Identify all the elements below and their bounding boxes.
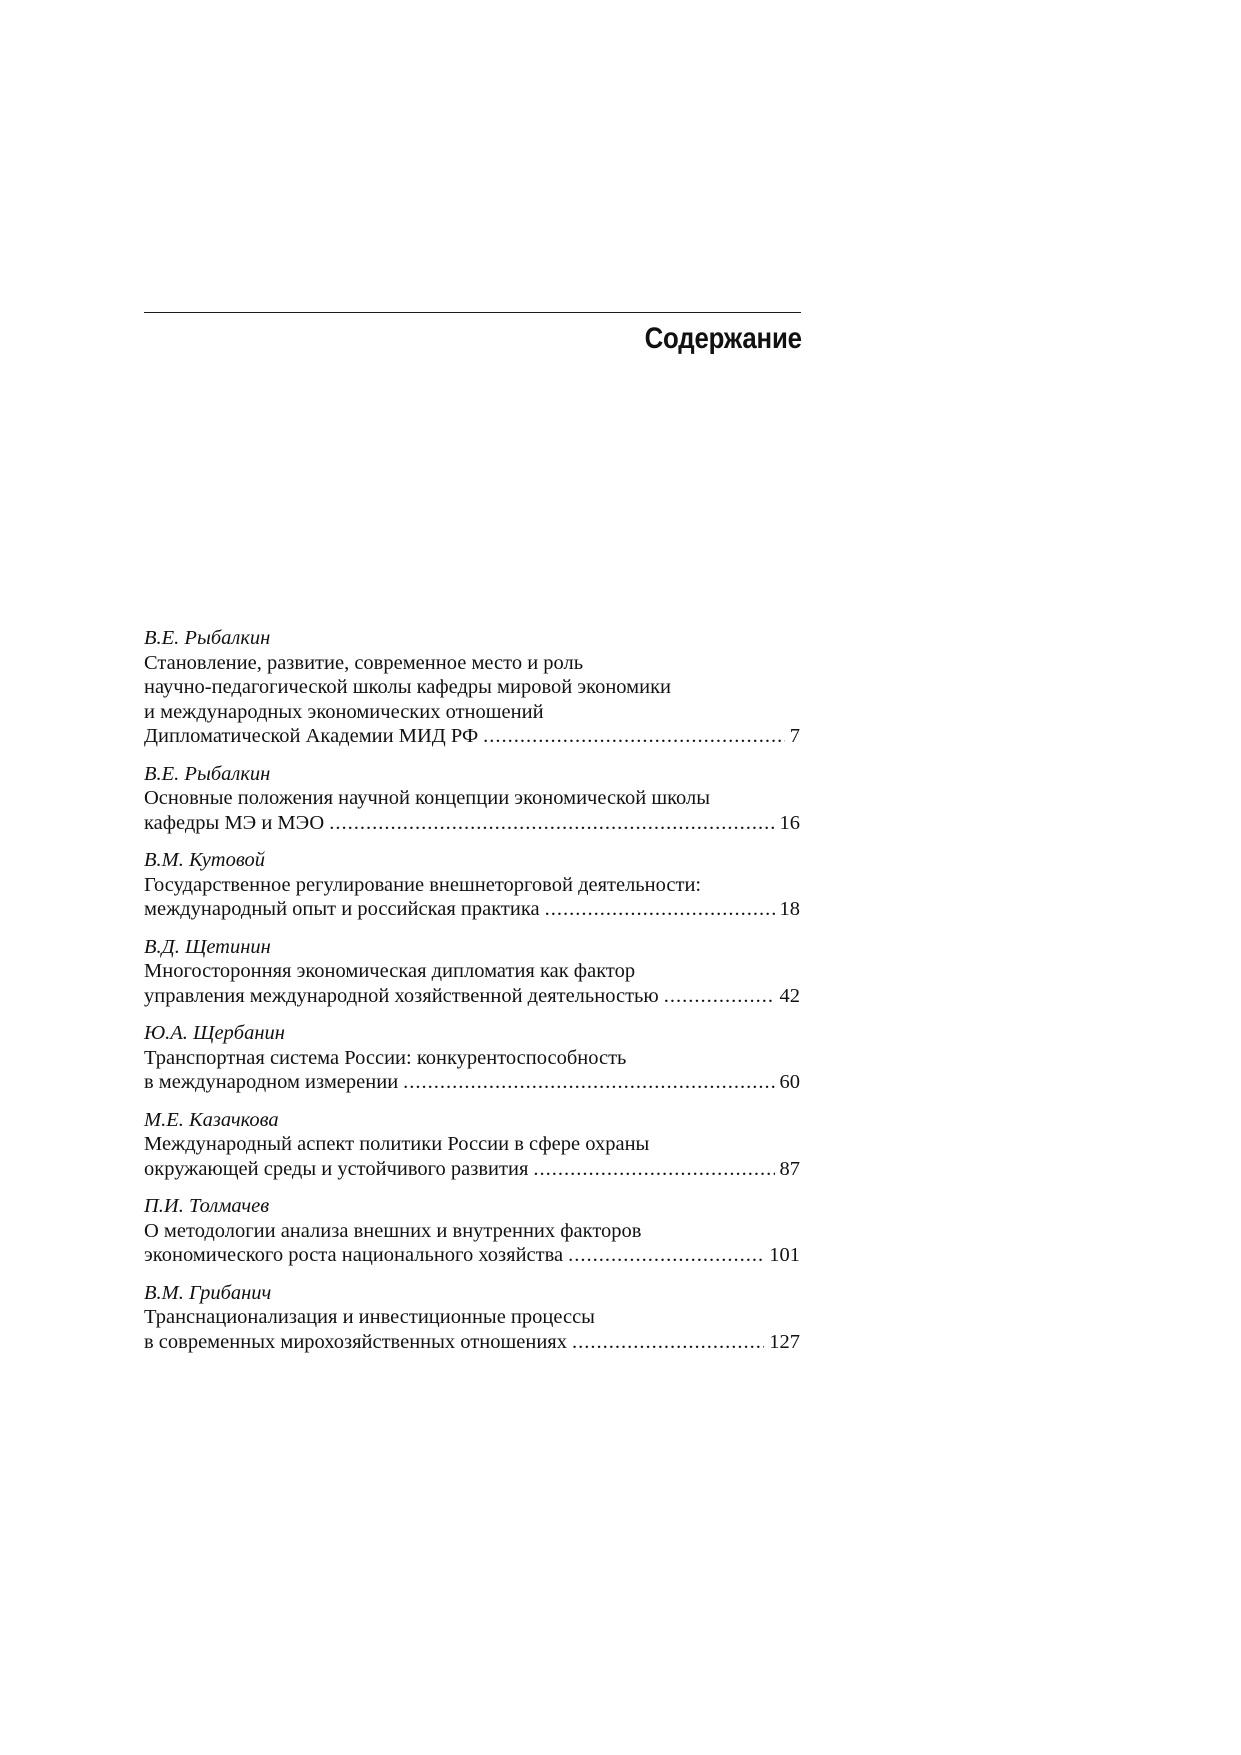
toc-title-last-line — [144, 724, 800, 749]
toc-title-last-line — [144, 897, 800, 922]
toc-author: В.Е. Рыбалкин — [144, 762, 271, 785]
toc-title-last-line — [144, 811, 800, 836]
toc-title-line: в современных мирохозяйственных отношениях — [144, 1330, 567, 1353]
toc-entry[interactable] — [144, 1281, 800, 1355]
page-title: Содержание — [644, 322, 802, 355]
toc-page-number[interactable]: 42 — [779, 984, 800, 1007]
toc-page-number[interactable]: 7 — [789, 725, 800, 747]
toc-author: В.М. Кутовой — [144, 849, 265, 871]
toc-title-line: международный опыт и российская практика — [144, 898, 540, 920]
toc-entry[interactable] — [144, 848, 800, 922]
toc-entry[interactable] — [144, 1194, 800, 1268]
toc-title-line: кафедры МЭ и МЭО — [144, 811, 325, 834]
toc-author: В.Е. Рыбалкин — [144, 627, 271, 649]
dot-leader — [568, 1243, 764, 1268]
header-rule — [144, 312, 801, 313]
toc-title-last-line — [144, 1243, 800, 1268]
toc-title-line: окружающей среды и устойчивого развития — [144, 1157, 529, 1180]
dot-leader — [533, 1157, 774, 1182]
toc-entry[interactable] — [144, 626, 800, 749]
toc-page-number[interactable]: 18 — [779, 898, 800, 920]
toc-author: В.М. Грибанич — [144, 1281, 272, 1304]
table-of-contents — [144, 626, 800, 1367]
toc-author: П.И. Толмачев — [144, 1195, 270, 1217]
toc-page-number[interactable]: 127 — [769, 1330, 800, 1353]
dot-leader — [545, 897, 775, 922]
toc-entry[interactable] — [144, 1108, 800, 1182]
toc-entry[interactable] — [144, 1021, 800, 1095]
toc-title-line: Дипломатической Академии МИД РФ — [144, 725, 479, 747]
toc-title-line: Транспортная система России: конкурентоспособность — [144, 1046, 627, 1069]
toc-title-line: О методологии анализа внешних и внутренних факторов — [144, 1219, 642, 1242]
toc-title-line: управления международной хозяйственной деятельностью — [144, 984, 659, 1007]
toc-title-last-line — [144, 1157, 800, 1182]
dot-leader — [483, 724, 785, 749]
toc-author: М.Е. Казачкова — [144, 1108, 279, 1131]
dot-leader — [572, 1330, 764, 1355]
toc-title-line: в международном измерении — [144, 1071, 399, 1093]
dot-leader — [664, 984, 775, 1009]
toc-title-line: Транснационализация и инвестиционные процессы — [144, 1306, 595, 1328]
toc-page-number[interactable]: 101 — [769, 1244, 800, 1266]
toc-title-line: Основные положения научной концепции экономической школы — [144, 787, 711, 809]
toc-title-line: Становление, развитие, современное место и роль — [144, 651, 584, 674]
toc-title-line: Государственное регулирование внешнеторговой деятельности: — [144, 873, 702, 896]
toc-title-last-line — [144, 1330, 800, 1355]
toc-page-number[interactable]: 16 — [779, 811, 800, 834]
toc-title-line: экономического роста национального хозяйства — [144, 1244, 564, 1266]
toc-page-number[interactable]: 87 — [779, 1157, 800, 1180]
dot-leader — [403, 1070, 774, 1095]
dot-leader — [329, 811, 774, 836]
toc-title-last-line — [144, 984, 800, 1009]
toc-entry[interactable] — [144, 935, 800, 1009]
toc-author: Ю.А. Щербанин — [144, 1022, 285, 1044]
toc-entry[interactable] — [144, 762, 800, 836]
toc-title-line: научно-педагогической школы кафедры мировой экономики — [144, 676, 672, 698]
toc-title-line: Международный аспект политики России в сфере охраны — [144, 1133, 650, 1155]
toc-title-last-line — [144, 1070, 800, 1095]
toc-author: В.Д. Щетинин — [144, 935, 271, 958]
toc-title-line: Многосторонняя экономическая дипломатия как фактор — [144, 960, 636, 982]
toc-title-line: и международных экономических отношений — [144, 700, 544, 723]
toc-page-number[interactable]: 60 — [779, 1071, 800, 1093]
